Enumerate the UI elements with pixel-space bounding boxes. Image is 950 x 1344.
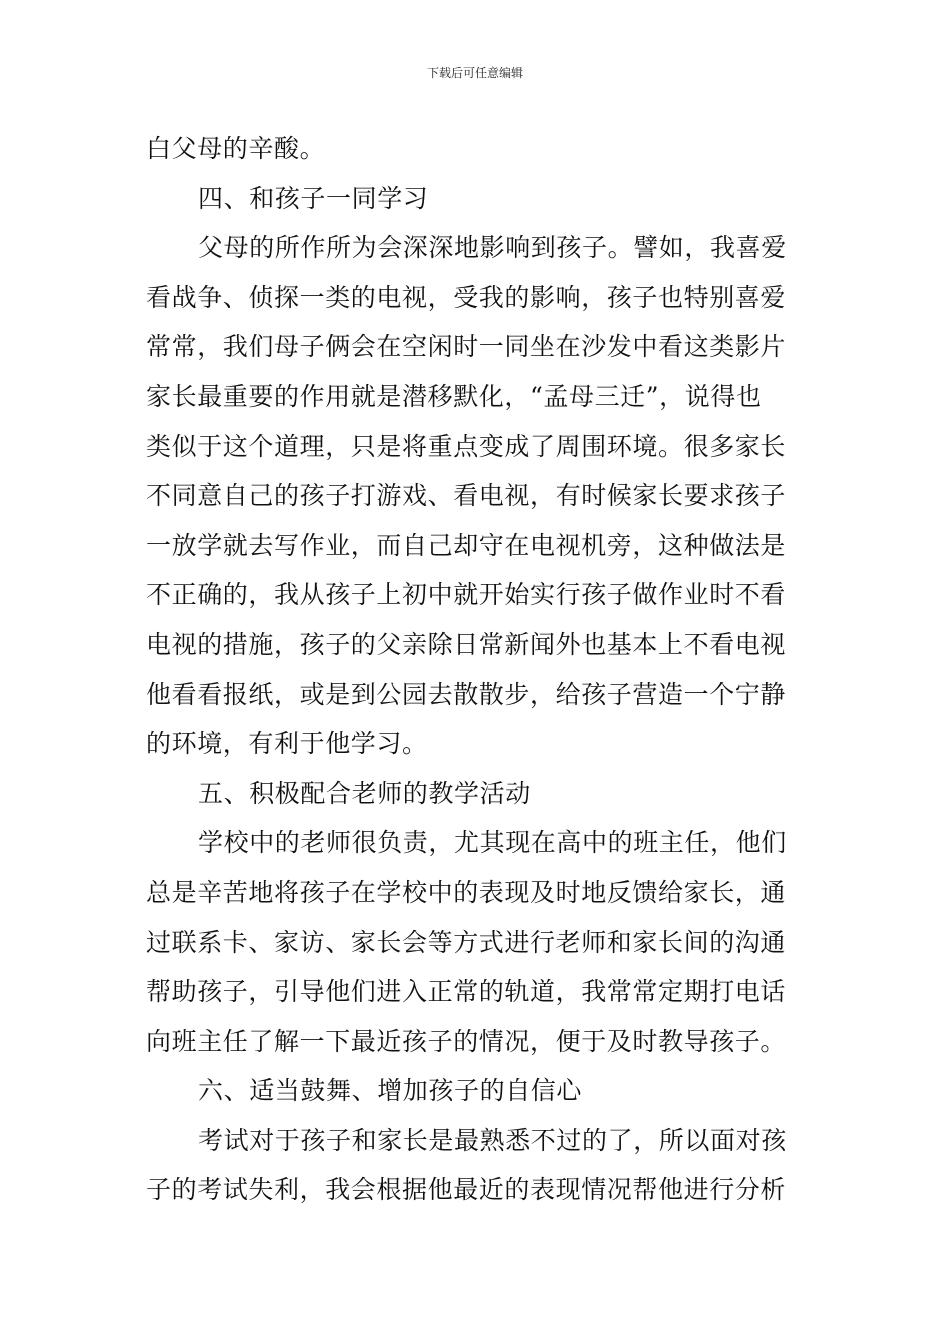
- text-line: 的环境，有利于他学习。: [146, 729, 428, 759]
- text-line: 父母的所作所为会深深地影响到孩子。譬如，我喜爱: [198, 233, 787, 263]
- text-line: 家长最重要的作用就是潜移默化，“孟母三迁”，说得也: [146, 381, 762, 411]
- text-line: 过联系卡、家访、家长会等方式进行老师和家长间的沟通: [146, 927, 787, 957]
- text-line: 子的考试失利，我会根据他最近的表现情况帮他进行分析: [146, 1175, 787, 1205]
- text-line: 看战争、侦探一类的电视，受我的影响，孩子也特别喜爱: [146, 282, 787, 312]
- text-line: 向班主任了解一下最近孩子的情况，便于及时教导孩子。: [146, 1026, 787, 1056]
- text-line: 不正确的，我从孩子上初中就开始实行孩子做作业时不看: [146, 580, 787, 610]
- text-line: 总是辛苦地将孩子在学校中的表现及时地反馈给家长，通: [146, 877, 787, 907]
- section-heading: 五、积极配合老师的教学活动: [198, 778, 531, 808]
- text-line: 他看看报纸，或是到公园去散散步，给孩子营造一个宁静: [146, 679, 787, 709]
- text-line: 白父母的辛酸。: [146, 134, 326, 163]
- text-line: 帮助孩子，引导他们进入正常的轨道，我常常定期打电话: [146, 977, 787, 1007]
- document-body: [146, 124, 810, 1215]
- text-line: 一放学就去写作业，而自己却守在电视机旁，这种做法是: [146, 530, 787, 560]
- text-line: 类似于这个道理，只是将重点变成了周围环境。很多家长: [146, 431, 787, 461]
- text-line: 考试对于孩子和家长是最熟悉不过的了，所以面对孩: [198, 1125, 787, 1155]
- section-heading: 六、适当鼓舞、增加孩子的自信心: [198, 1076, 583, 1106]
- section-heading: 四、和孩子一同学习: [198, 183, 429, 213]
- text-line: 常常，我们母子俩会在空闲时一同坐在沙发中看这类影片: [146, 332, 787, 362]
- text-line: 学校中的老师很负责，尤其现在高中的班主任，他们: [198, 828, 787, 858]
- text-line: 电视的措施，孩子的父亲除日常新闻外也基本上不看电视: [146, 629, 787, 659]
- page-header: 下载后可任意编辑: [426, 66, 523, 80]
- text-line: 不同意自己的孩子打游戏、看电视，有时候家长要求孩子: [146, 481, 787, 511]
